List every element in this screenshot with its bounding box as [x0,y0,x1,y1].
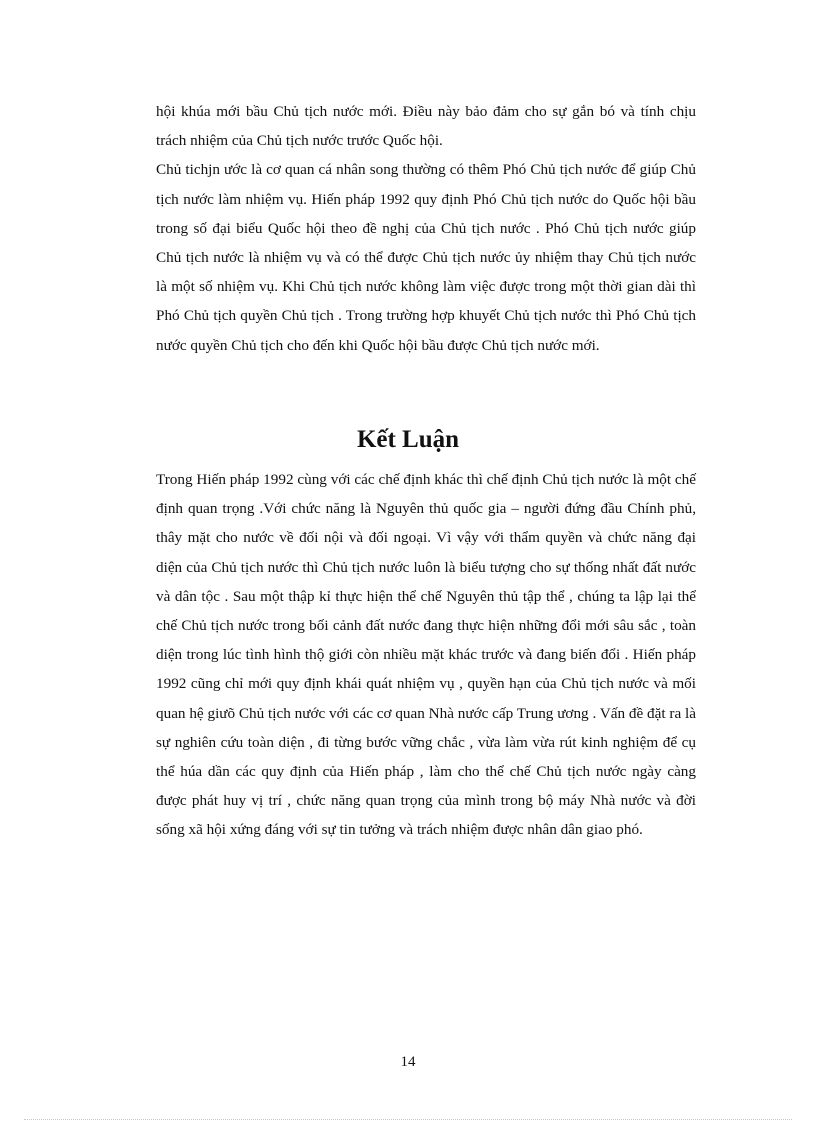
intro-section [156,97,696,360]
conclusion-heading: Kết Luận [356,426,460,453]
conclusion-section [156,465,696,845]
vice-president-paragraph: Chủ tichjn ước là cơ quan cá nhân song thường có thêm Phó Chủ tịch nước để giúp Chủ tịch nước làm nhiệm vụ. Hiến pháp 1992 quy định Phó Chủ tịch nước do Quốc hội bầu trong số đại biểu Quốc hội theo đề nghị của Chủ tịch nước . Phó Chủ tịch nước giúp Chủ tịch nước là nhiệm vụ và có thể được Chủ tịch nước ủy nhiệm thay Chủ tịch nước là một số nhiệm vụ. Khi Chủ tịch nước không làm việc được trong một thời gian dài thì Phó Chủ tịch quyền Chủ tịch . Trong trường hợp khuyết Chủ tịch nước thì Phó Chủ tịch nước quyền Chủ tịch cho đến khi Quốc hội bầu được Chủ tịch nước mới. [156,161,696,354]
page-bottom-divider [24,1119,792,1120]
page-number: 14 [400,1054,416,1070]
conclusion-paragraph: Trong Hiến pháp 1992 cùng với các chế định khác thì chế định Chủ tịch nước là một chế định quan trọng .Với chức năng là Nguyên thủ quốc gia – người đứng đầu Chính phủ, thây mặt cho nước về đối nội và đối ngoại. Vì vậy với thẩm quyền và chức năng đại diện của Chủ tịch nước thì Chủ tịch nước luôn là biểu tượng cho sự thống nhất đất nước và dân tộc . Sau một thập kỉ thực hiện thể chế Nguyên thủ tập thể , chúng ta lập lại thể chế Chủ tịch nước trong bối cảnh đất nước đang thực hiện những đổi mới sâu sắc , toàn diện trong lúc tình hình thộ giới còn nhiều mặt khác trước và đang biến đổi . Hiến pháp 1992 cũng chỉ mới quy định khái quát nhiệm vụ , quyền hạn của Chủ tịch nước và mối quan hệ giưõ Chủ tịch nước với các cơ quan Nhà nước cấp Trung ương . Vấn đề đặt ra là sự nghiên cứu toàn diện , đi từng bước vững chắc , vừa làm vừa rút kinh nghiệm để cụ thể húa dần các quy định của Hiến pháp , làm cho thể chế Chủ tịch nước ngày càng được phát huy vị trí , chức năng quan trọng của mình trong bộ máy Nhà nước và đời sống xã hội xứng đáng với sự tin tưởng và trách nhiệm được nhân dân giao phó. [156,471,696,839]
continuation-paragraph: hội khúa mới bầu Chủ tịch nước mới. Điều này bảo đảm cho sự gắn bó và tính chịu trách nhiệm của Chủ tịch nước trước Quốc hội. [156,103,696,150]
